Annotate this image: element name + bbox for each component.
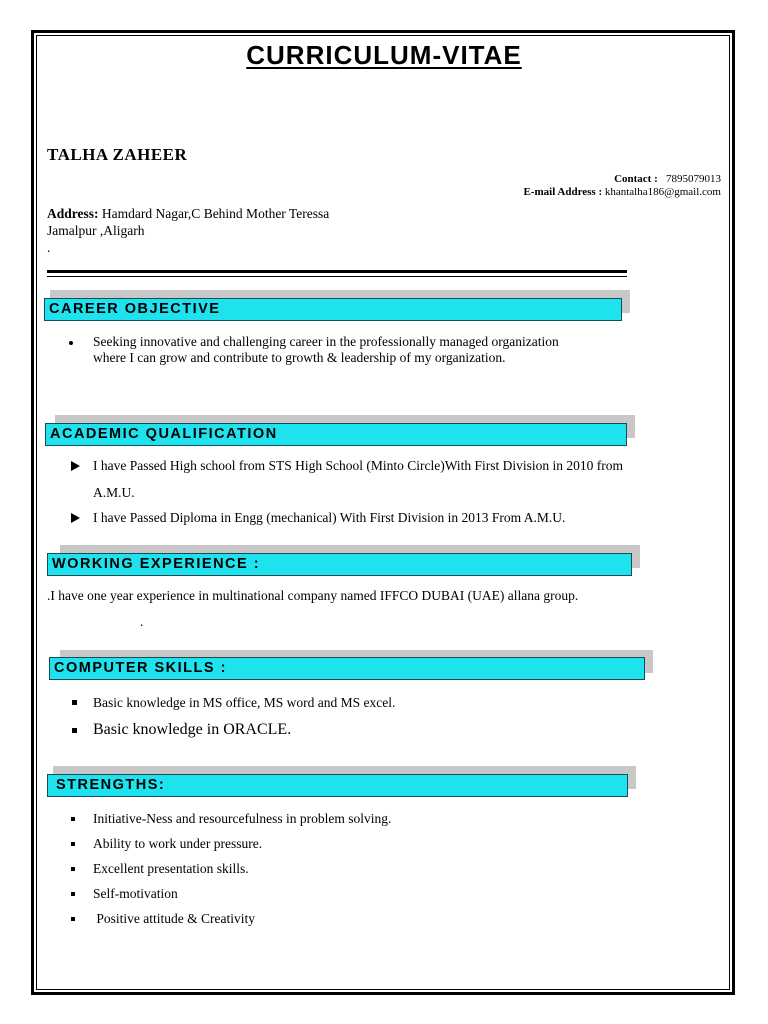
square-bullet-icon xyxy=(71,817,75,821)
address-line-1 xyxy=(47,206,329,222)
academic-item-2: I have Passed Diploma in Engg (mechanical) With First Division in 2013 From A.M.U. xyxy=(93,510,566,525)
square-bullet-icon xyxy=(72,728,77,733)
academic-item-1-cont: A.M.U. xyxy=(93,485,135,500)
address-value-1: Hamdard Nagar,C Behind Mother Teressa xyxy=(101,206,330,221)
address-label: Address: xyxy=(47,206,99,221)
divider-rule-thin xyxy=(47,276,627,277)
heading-bar: COMPUTER SKILLS : xyxy=(49,657,645,680)
experience-dot: . xyxy=(140,614,144,629)
document-title: CURRICULUM-VITAE xyxy=(246,40,522,70)
square-bullet-icon xyxy=(71,842,75,846)
strength-item-1: Initiative-Ness and resourcefulness in problem solving. xyxy=(93,811,392,826)
square-bullet-icon xyxy=(71,892,75,896)
arrow-bullet-icon xyxy=(71,461,80,471)
heading-bar: ACADEMIC QUALIFICATION xyxy=(45,423,627,446)
applicant-name: TALHA ZAHEER xyxy=(47,145,188,164)
square-bullet-icon xyxy=(71,867,75,871)
contact-line xyxy=(614,173,721,185)
address-line-2: Jamalpur ,Aligarh xyxy=(47,223,145,238)
arrow-bullet-icon xyxy=(71,513,80,523)
square-bullet-icon xyxy=(72,700,77,705)
experience-text: .I have one year experience in multinational company named IFFCO DUBAI (UAE) allana group. xyxy=(47,588,579,603)
academic-item-1: I have Passed High school from STS High School (Minto Circle)With First Division in 2010 from xyxy=(93,458,624,473)
square-bullet-icon xyxy=(71,917,75,921)
address-line-3: . xyxy=(47,240,51,255)
computer-skill-2: Basic knowledge in ORACLE. xyxy=(93,721,292,738)
divider-rule-thick xyxy=(47,270,627,273)
heading-bar: STRENGTHS: xyxy=(47,774,628,797)
email-line xyxy=(523,186,721,198)
email-value: khantalha186@gmail.com xyxy=(604,186,721,198)
strength-item-4: Self-motivation xyxy=(93,886,178,901)
computer-skill-1: Basic knowledge in MS office, MS word and MS excel. xyxy=(93,695,396,710)
bullet-dot-icon xyxy=(69,341,73,345)
strength-item-5: Positive attitude & Creativity xyxy=(93,911,255,926)
strength-item-2: Ability to work under pressure. xyxy=(93,836,263,851)
contact-label: Contact : xyxy=(614,173,658,185)
strength-item-3: Excellent presentation skills. xyxy=(93,861,249,876)
career-objective-line-2: where I can grow and contribute to growth & leadership of my organization. xyxy=(93,350,506,365)
career-objective-line-1: Seeking innovative and challenging career in the professionally managed organization xyxy=(93,334,559,349)
contact-phone: 7895079013 xyxy=(666,173,721,185)
heading-bar: WORKING EXPERIENCE : xyxy=(47,553,632,576)
email-label: E-mail Address : xyxy=(523,186,603,198)
heading-bar: CAREER OBJECTIVE xyxy=(44,298,622,321)
